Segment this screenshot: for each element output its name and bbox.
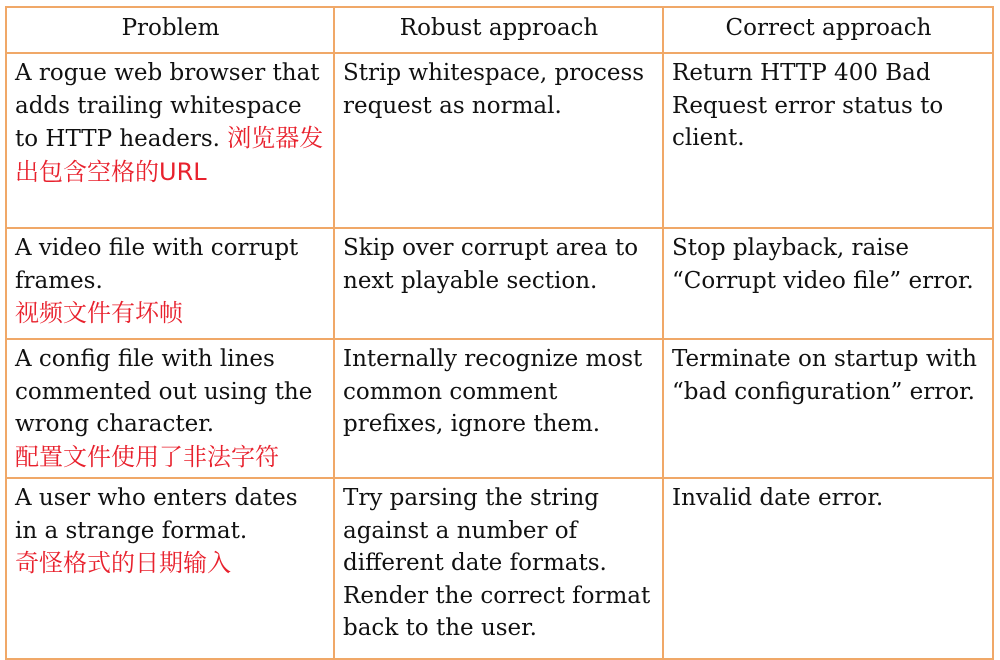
problem-annotation: 配置文件使用了非法字符 <box>15 442 279 471</box>
table-row <box>6 53 993 228</box>
problem-cell <box>6 339 334 478</box>
comparison-table <box>5 6 994 660</box>
problem-cell <box>6 478 334 659</box>
correct-cell: Stop playback, raise “Corrupt video file” error. <box>663 228 993 339</box>
problem-text: A config file with lines commented out using the wrong character. <box>15 346 313 437</box>
robust-cell: Strip whitespace, process request as normal. <box>334 53 663 228</box>
robust-cell: Skip over corrupt area to next playable section. <box>334 228 663 339</box>
problem-text: A rogue web browser that adds trailing whitespace to HTTP headers. <box>15 60 320 152</box>
problem-annotation: 视频文件有坏帧 <box>15 299 183 327</box>
header-problem: Problem <box>6 7 334 53</box>
header-robust-approach: Robust approach <box>334 7 663 53</box>
problem-cell <box>6 53 334 228</box>
correct-cell: Return HTTP 400 Bad Request error status to client. <box>663 53 993 228</box>
correct-cell: Invalid date error. <box>663 478 993 659</box>
table-row <box>6 228 993 339</box>
robust-cell: Try parsing the string against a number of different date formats. Render the correct format back to the user. <box>334 478 663 659</box>
problem-annotation: 浏览器发出包含空格的URL <box>15 124 324 186</box>
problem-annotation: 奇怪格式的日期输入 <box>15 549 231 577</box>
problem-cell <box>6 228 334 339</box>
header-correct-approach: Correct approach <box>663 7 993 53</box>
problem-text: A video file with corrupt frames. <box>15 235 299 294</box>
header-row <box>6 7 993 53</box>
robust-cell: Internally recognize most common comment prefixes, ignore them. <box>334 339 663 478</box>
table-row <box>6 339 993 478</box>
problem-text: A user who enters dates in a strange format. <box>15 485 298 544</box>
table-row <box>6 478 993 659</box>
correct-cell: Terminate on startup with “bad configuration” error. <box>663 339 993 478</box>
